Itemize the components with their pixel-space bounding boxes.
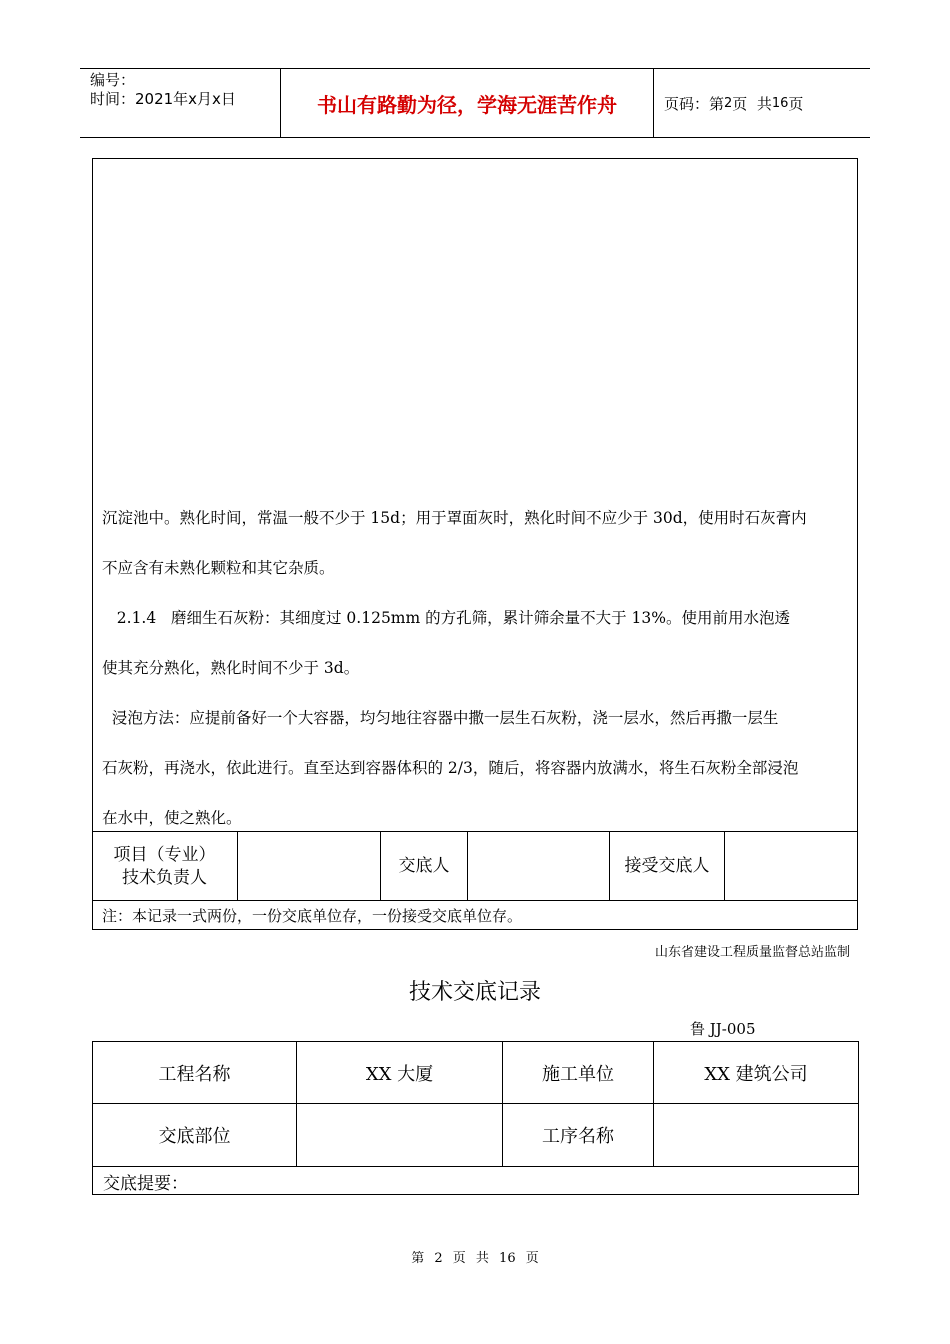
page-mid: 页 共 bbox=[732, 94, 772, 113]
location-label: 交底部位 bbox=[158, 1126, 231, 1147]
record-header-table bbox=[92, 1041, 859, 1195]
header-page-info bbox=[654, 69, 870, 137]
content-line-1: 沉淀池中。熟化时间，常温一般不少于 15d；用于罩面灰时，熟化时间不应少于 30d，使用时石灰膏内 bbox=[102, 509, 807, 527]
page-label: 页码：第 bbox=[664, 94, 725, 113]
process-label: 工序名称 bbox=[542, 1126, 614, 1147]
project-lead-line1: 项目（专业） bbox=[113, 844, 216, 865]
page-number: 2 bbox=[724, 95, 733, 111]
project-name-value[interactable]: XX 大厦 bbox=[365, 1063, 434, 1085]
contractor-value[interactable]: XX 建筑公司 bbox=[704, 1063, 808, 1085]
header-meta bbox=[80, 69, 281, 137]
record-note: 注：本记录一式两份，一份交底单位存，一份接受交底单位存。 bbox=[92, 900, 858, 931]
project-lead-line2: 技术负责人 bbox=[122, 867, 207, 888]
record-code: 鲁 JJ-005 bbox=[690, 1020, 756, 1038]
project-lead-signature-field[interactable] bbox=[238, 832, 381, 901]
receiver-signature-field[interactable] bbox=[725, 832, 856, 901]
table-divider bbox=[93, 1166, 858, 1167]
content-line-6: 石灰粉，再浇水，依此进行。直至达到容器体积的 2/3，随后，将容器内放满水，将生石灰粉全部浸泡 bbox=[102, 759, 799, 777]
project-name-label: 工程名称 bbox=[158, 1063, 231, 1085]
page-header bbox=[80, 68, 870, 138]
document-date-label: 时间：2021年x月x日 bbox=[90, 90, 236, 108]
project-lead-label bbox=[92, 832, 238, 901]
record-title: 技术交底记录 bbox=[408, 980, 541, 1005]
content-line-7: 在水中，使之熟化。 bbox=[102, 809, 242, 827]
summary-label: 交底提要： bbox=[103, 1173, 188, 1194]
page-total: 16 bbox=[771, 95, 789, 111]
location-value[interactable] bbox=[297, 1104, 502, 1166]
receiver-label: 接受交底人 bbox=[610, 832, 725, 901]
content-line-2: 不应含有未熟化颗粒和其它杂质。 bbox=[102, 559, 335, 577]
page-footer: 第 2 页 共 16 页 bbox=[411, 1251, 539, 1266]
content-line-3: 2.1.4 磨细生石灰粉：其细度过 0.125mm 的方孔筛，累计筛余量不大于 13%。使用前用水泡透 bbox=[102, 609, 791, 627]
contractor-label: 施工单位 bbox=[542, 1063, 614, 1085]
supervisor-text: 山东省建设工程质量监督总站监制 bbox=[654, 945, 850, 960]
discloser-signature-field[interactable] bbox=[468, 832, 610, 901]
signature-row bbox=[92, 831, 858, 901]
header-motto: 书山有路勤为径，学海无涯苦作舟 bbox=[281, 69, 654, 137]
page-end: 页 bbox=[788, 94, 804, 113]
content-line-4: 使其充分熟化，熟化时间不少于 3d。 bbox=[102, 659, 360, 677]
process-value[interactable] bbox=[654, 1104, 858, 1166]
discloser-label: 交底人 bbox=[381, 832, 468, 901]
content-line-5: 浸泡方法：应提前备好一个大容器，均匀地往容器中撒一层生石灰粉，浇一层水，然后再撒一层生 bbox=[102, 709, 779, 727]
document-number-label: 编号： bbox=[90, 71, 136, 89]
